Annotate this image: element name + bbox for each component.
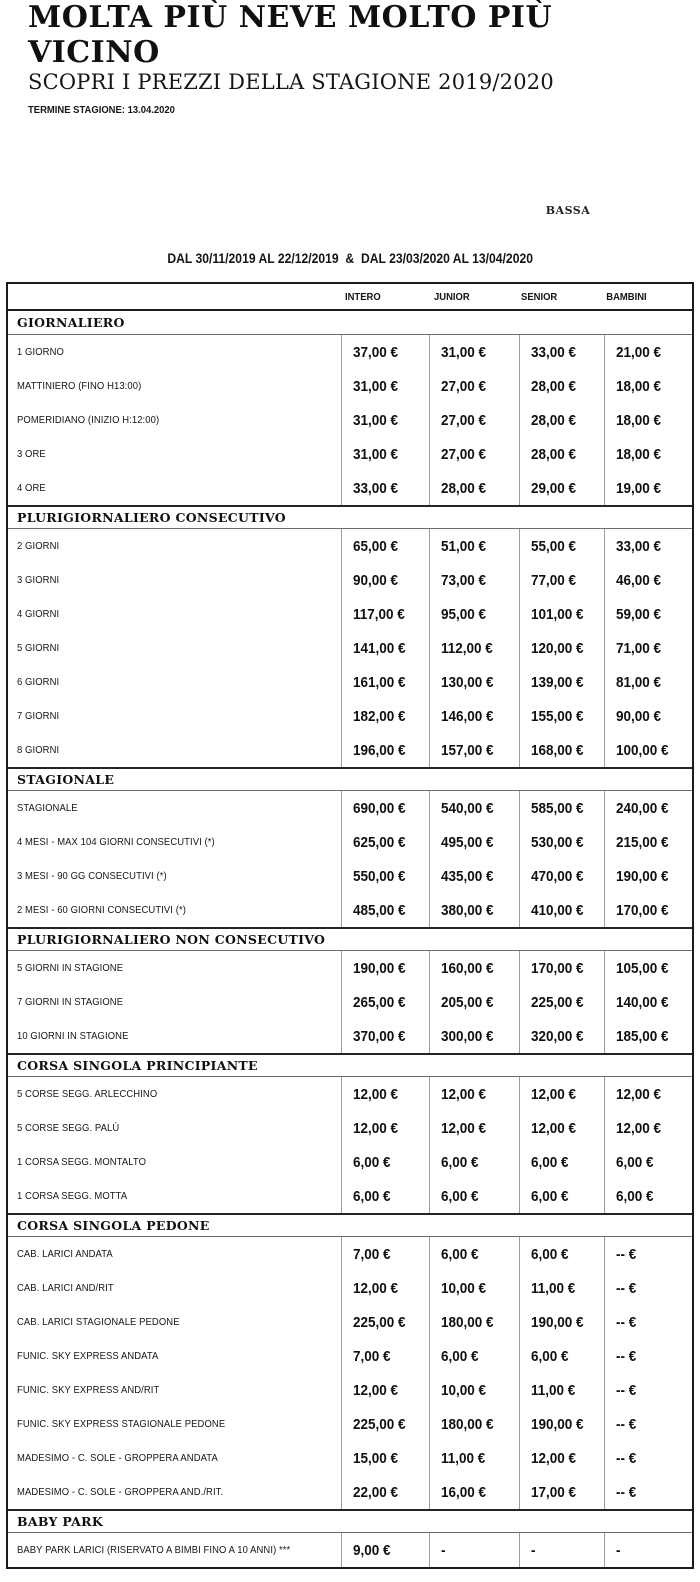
row-label: 3 GIORNI (17, 574, 60, 586)
price-cell-bambini: 21,00 € (604, 335, 692, 369)
price-cell-bambini: 12,00 € (604, 1077, 692, 1111)
price-cell-bambini: 170,00 € (604, 893, 692, 927)
row-label: 6 GIORNI (17, 676, 60, 688)
price-cell-senior: 6,00 € (519, 1237, 604, 1271)
section-title: GIORNALIERO (17, 315, 125, 330)
column-header-bambini: BAMBINI (605, 290, 647, 303)
price-cell-senior: 101,00 € (519, 597, 604, 631)
price-cell-senior: 28,00 € (519, 403, 604, 437)
price-cell-intero: 550,00 € (341, 859, 429, 893)
price-cell-senior: 11,00 € (519, 1271, 604, 1305)
section-header (8, 927, 692, 951)
column-header-row (8, 284, 692, 311)
page-title (28, 0, 552, 70)
price-cell-senior: 170,00 € (519, 951, 604, 985)
row-label: CAB. LARICI ANDATA (17, 1248, 113, 1260)
price-cell-intero: 6,00 € (341, 1145, 429, 1179)
price-cell-bambini: 6,00 € (604, 1179, 692, 1213)
price-cell-intero: 15,00 € (341, 1441, 429, 1475)
price-cell-intero: 196,00 € (341, 733, 429, 767)
table-row (8, 985, 692, 1019)
price-cell-junior: 160,00 € (429, 951, 519, 985)
row-label: FUNIC. SKY EXPRESS ANDATA (17, 1350, 159, 1362)
price-cell-senior: 6,00 € (519, 1145, 604, 1179)
price-cell-bambini: 19,00 € (604, 471, 692, 505)
price-cell-junior: 130,00 € (429, 665, 519, 699)
price-cell-junior: 6,00 € (429, 1179, 519, 1213)
table-row (8, 825, 692, 859)
section-title: STAGIONALE (17, 772, 115, 787)
section-header (8, 311, 692, 335)
row-label: 7 GIORNI (17, 710, 60, 722)
price-cell-intero: 370,00 € (341, 1019, 429, 1053)
price-cell-junior: 95,00 € (429, 597, 519, 631)
table-section (8, 927, 692, 1053)
table-row (8, 1077, 692, 1111)
row-label: 5 GIORNI IN STAGIONE (17, 962, 124, 974)
period-heading: DAL 30/11/2019 AL 22/12/2019 & DAL 23/03/2020 AL 13/04/2020 (167, 251, 533, 266)
price-cell-bambini: - (604, 1533, 692, 1567)
row-label: FUNIC. SKY EXPRESS STAGIONALE PEDONE (17, 1418, 226, 1430)
price-cell-junior: 16,00 € (429, 1475, 519, 1509)
table-row (8, 403, 692, 437)
price-cell-senior: 6,00 € (519, 1339, 604, 1373)
row-label: STAGIONALE (17, 802, 78, 814)
price-cell-bambini: 46,00 € (604, 563, 692, 597)
row-label: 8 GIORNI (17, 744, 60, 756)
table-row (8, 1179, 692, 1213)
price-cell-junior: 12,00 € (429, 1111, 519, 1145)
price-cell-bambini: 240,00 € (604, 791, 692, 825)
section-rows (8, 1533, 692, 1567)
section-rows (8, 1237, 692, 1509)
table-row (8, 1475, 692, 1509)
row-label: 4 ORE (17, 482, 46, 494)
price-cell-intero: 190,00 € (341, 951, 429, 985)
price-cell-bambini: 18,00 € (604, 437, 692, 471)
price-cell-bambini: 105,00 € (604, 951, 692, 985)
table-row (8, 1019, 692, 1053)
price-cell-senior: 29,00 € (519, 471, 604, 505)
table-section (8, 1213, 692, 1509)
price-cell-junior: 435,00 € (429, 859, 519, 893)
price-cell-junior: 12,00 € (429, 1077, 519, 1111)
price-cell-bambini: -- € (604, 1407, 692, 1441)
table-section (8, 1509, 692, 1567)
table-section (8, 1053, 692, 1213)
price-cell-junior: 300,00 € (429, 1019, 519, 1053)
price-cell-junior: 112,00 € (429, 631, 519, 665)
row-label: 1 CORSA SEGG. MONTALTO (17, 1156, 147, 1168)
price-cell-bambini: -- € (604, 1373, 692, 1407)
row-label: POMERIDIANO (INIZIO H:12:00) (17, 414, 160, 426)
row-label: 7 GIORNI IN STAGIONE (17, 996, 124, 1008)
price-cell-senior: 33,00 € (519, 335, 604, 369)
price-cell-senior: 120,00 € (519, 631, 604, 665)
row-label: BABY PARK LARICI (RISERVATO A BIMBI FINO A 10 ANNI) *** (17, 1544, 291, 1556)
price-cell-senior: 77,00 € (519, 563, 604, 597)
price-cell-senior: 190,00 € (519, 1407, 604, 1441)
price-cell-junior: 10,00 € (429, 1271, 519, 1305)
table-row (8, 791, 692, 825)
table-section (8, 505, 692, 767)
price-cell-bambini: 140,00 € (604, 985, 692, 1019)
table-row (8, 335, 692, 369)
page-title-line1: MOLTA PIÙ NEVE MOLTO PIÙ (28, 0, 553, 35)
price-cell-bambini: 215,00 € (604, 825, 692, 859)
table-row (8, 733, 692, 767)
price-cell-bambini: 18,00 € (604, 403, 692, 437)
price-cell-intero: 141,00 € (341, 631, 429, 665)
table-row (8, 1441, 692, 1475)
price-cell-junior: 540,00 € (429, 791, 519, 825)
price-cell-intero: 33,00 € (341, 471, 429, 505)
price-cell-intero: 12,00 € (341, 1111, 429, 1145)
price-cell-senior: 470,00 € (519, 859, 604, 893)
table-row (8, 437, 692, 471)
column-header-junior: JUNIOR (434, 290, 470, 303)
price-cell-senior: 168,00 € (519, 733, 604, 767)
price-cell-senior: - (519, 1533, 604, 1567)
price-cell-bambini: -- € (604, 1339, 692, 1373)
price-cell-junior: 180,00 € (429, 1407, 519, 1441)
column-header-intero: INTERO (345, 290, 381, 303)
price-cell-bambini: 12,00 € (604, 1111, 692, 1145)
price-cell-intero: 12,00 € (341, 1271, 429, 1305)
table-section (8, 767, 692, 927)
price-table-body (8, 311, 692, 1567)
table-row (8, 597, 692, 631)
table-row (8, 893, 692, 927)
section-header (8, 505, 692, 529)
section-header (8, 767, 692, 791)
table-row (8, 699, 692, 733)
row-label: 5 CORSE SEGG. ARLECCHINO (17, 1088, 158, 1100)
price-cell-intero: 31,00 € (341, 369, 429, 403)
price-cell-intero: 265,00 € (341, 985, 429, 1019)
price-cell-senior: 17,00 € (519, 1475, 604, 1509)
section-rows (8, 1077, 692, 1213)
price-cell-intero: 90,00 € (341, 563, 429, 597)
column-header-senior: SENIOR (521, 290, 558, 303)
price-cell-intero: 12,00 € (341, 1373, 429, 1407)
price-cell-senior: 320,00 € (519, 1019, 604, 1053)
table-section (8, 311, 692, 505)
row-label: 1 GIORNO (17, 346, 64, 358)
price-cell-senior: 530,00 € (519, 825, 604, 859)
price-cell-senior: 28,00 € (519, 437, 604, 471)
price-cell-junior: 495,00 € (429, 825, 519, 859)
price-cell-intero: 225,00 € (341, 1305, 429, 1339)
price-cell-junior: 6,00 € (429, 1237, 519, 1271)
price-cell-bambini: 81,00 € (604, 665, 692, 699)
price-cell-senior: 12,00 € (519, 1077, 604, 1111)
price-cell-junior: 27,00 € (429, 369, 519, 403)
price-cell-senior: 6,00 € (519, 1179, 604, 1213)
section-header (8, 1053, 692, 1077)
row-label: 3 ORE (17, 448, 46, 460)
section-rows (8, 791, 692, 927)
row-label: 2 MESI - 60 GIORNI CONSECUTIVI (*) (17, 904, 186, 916)
price-cell-intero: 625,00 € (341, 825, 429, 859)
table-row (8, 1111, 692, 1145)
table-row (8, 665, 692, 699)
price-cell-junior: 27,00 € (429, 403, 519, 437)
price-cell-junior: 10,00 € (429, 1373, 519, 1407)
section-rows (8, 335, 692, 505)
section-title: PLURIGIORNALIERO CONSECUTIVO (17, 510, 286, 525)
price-cell-bambini: 18,00 € (604, 369, 692, 403)
price-cell-bambini: 190,00 € (604, 859, 692, 893)
price-cell-intero: 37,00 € (341, 335, 429, 369)
price-cell-junior: 73,00 € (429, 563, 519, 597)
price-cell-junior: 157,00 € (429, 733, 519, 767)
row-label: 2 GIORNI (17, 540, 60, 552)
section-title: PLURIGIORNALIERO NON CONSECUTIVO (17, 932, 326, 947)
price-cell-junior: 28,00 € (429, 471, 519, 505)
price-cell-intero: 161,00 € (341, 665, 429, 699)
price-cell-senior: 12,00 € (519, 1111, 604, 1145)
price-cell-intero: 7,00 € (341, 1339, 429, 1373)
table-row (8, 563, 692, 597)
price-cell-intero: 225,00 € (341, 1407, 429, 1441)
table-row (8, 1339, 692, 1373)
table-row (8, 631, 692, 665)
price-cell-bambini: -- € (604, 1271, 692, 1305)
row-label: MATTINIERO (FINO H13:00) (17, 380, 142, 392)
price-cell-senior: 55,00 € (519, 529, 604, 563)
price-cell-senior: 585,00 € (519, 791, 604, 825)
price-cell-senior: 12,00 € (519, 1441, 604, 1475)
price-cell-intero: 31,00 € (341, 403, 429, 437)
price-cell-bambini: 100,00 € (604, 733, 692, 767)
table-row (8, 471, 692, 505)
price-cell-junior: 146,00 € (429, 699, 519, 733)
price-cell-intero: 12,00 € (341, 1077, 429, 1111)
price-cell-junior: 180,00 € (429, 1305, 519, 1339)
price-cell-junior: 380,00 € (429, 893, 519, 927)
row-label: 4 MESI - MAX 104 GIORNI CONSECUTIVI (*) (17, 836, 215, 848)
table-row (8, 1305, 692, 1339)
price-cell-intero: 31,00 € (341, 437, 429, 471)
row-label: 3 MESI - 90 GG CONSECUTIVI (*) (17, 870, 167, 882)
page-subtitle: SCOPRI I PREZZI DELLA STAGIONE 2019/2020 (28, 70, 554, 94)
price-cell-junior: - (429, 1533, 519, 1567)
price-cell-junior: 6,00 € (429, 1145, 519, 1179)
price-cell-intero: 6,00 € (341, 1179, 429, 1213)
section-title: BABY PARK (17, 1514, 104, 1529)
table-row (8, 1373, 692, 1407)
price-cell-bambini: 71,00 € (604, 631, 692, 665)
row-label: MADESIMO - C. SOLE - GROPPERA ANDATA (17, 1452, 218, 1464)
price-cell-intero: 485,00 € (341, 893, 429, 927)
section-title: CORSA SINGOLA PRINCIPIANTE (17, 1058, 258, 1073)
price-cell-intero: 7,00 € (341, 1237, 429, 1271)
row-label: 10 GIORNI IN STAGIONE (17, 1030, 129, 1042)
table-row (8, 1145, 692, 1179)
price-cell-junior: 31,00 € (429, 335, 519, 369)
table-row (8, 1271, 692, 1305)
price-cell-junior: 6,00 € (429, 1339, 519, 1373)
price-cell-intero: 117,00 € (341, 597, 429, 631)
row-label: CAB. LARICI AND/RIT (17, 1282, 114, 1294)
price-cell-bambini: 59,00 € (604, 597, 692, 631)
price-cell-junior: 205,00 € (429, 985, 519, 1019)
row-label: 5 CORSE SEGG. PALÙ (17, 1122, 120, 1134)
table-row (8, 1533, 692, 1567)
price-cell-senior: 410,00 € (519, 893, 604, 927)
price-cell-bambini: -- € (604, 1237, 692, 1271)
price-cell-intero: 65,00 € (341, 529, 429, 563)
row-label: 5 GIORNI (17, 642, 60, 654)
price-cell-senior: 225,00 € (519, 985, 604, 1019)
section-header (8, 1509, 692, 1533)
price-cell-junior: 27,00 € (429, 437, 519, 471)
price-cell-bambini: 185,00 € (604, 1019, 692, 1053)
section-rows (8, 529, 692, 767)
price-cell-bambini: 90,00 € (604, 699, 692, 733)
price-cell-senior: 28,00 € (519, 369, 604, 403)
row-label: FUNIC. SKY EXPRESS AND/RIT (17, 1384, 160, 1396)
price-cell-bambini: 33,00 € (604, 529, 692, 563)
price-cell-intero: 182,00 € (341, 699, 429, 733)
price-cell-senior: 190,00 € (519, 1305, 604, 1339)
section-header (8, 1213, 692, 1237)
price-cell-intero: 690,00 € (341, 791, 429, 825)
price-cell-senior: 155,00 € (519, 699, 604, 733)
row-label: MADESIMO - C. SOLE - GROPPERA AND./RIT. (17, 1486, 224, 1498)
table-row (8, 951, 692, 985)
price-cell-junior: 11,00 € (429, 1441, 519, 1475)
price-cell-intero: 9,00 € (341, 1533, 429, 1567)
section-title: CORSA SINGOLA PEDONE (17, 1218, 210, 1233)
table-row (8, 529, 692, 563)
price-cell-bambini: 6,00 € (604, 1145, 692, 1179)
price-table (6, 282, 694, 1569)
table-row (8, 369, 692, 403)
section-rows (8, 951, 692, 1053)
price-cell-bambini: -- € (604, 1305, 692, 1339)
price-cell-senior: 139,00 € (519, 665, 604, 699)
season-end-note: TERMINE STAGIONE: 13.04.2020 (28, 104, 175, 116)
table-row (8, 1407, 692, 1441)
price-cell-junior: 51,00 € (429, 529, 519, 563)
row-label: CAB. LARICI STAGIONALE PEDONE (17, 1316, 180, 1328)
price-cell-bambini: -- € (604, 1475, 692, 1509)
price-cell-senior: 11,00 € (519, 1373, 604, 1407)
price-cell-intero: 22,00 € (341, 1475, 429, 1509)
price-cell-bambini: -- € (604, 1441, 692, 1475)
table-row (8, 1237, 692, 1271)
row-label: 1 CORSA SEGG. MOTTA (17, 1190, 128, 1202)
tab-bassa[interactable]: BASSA (545, 204, 591, 217)
row-label: 4 GIORNI (17, 608, 60, 620)
page-title-line2: VICINO (28, 35, 160, 70)
table-row (8, 859, 692, 893)
